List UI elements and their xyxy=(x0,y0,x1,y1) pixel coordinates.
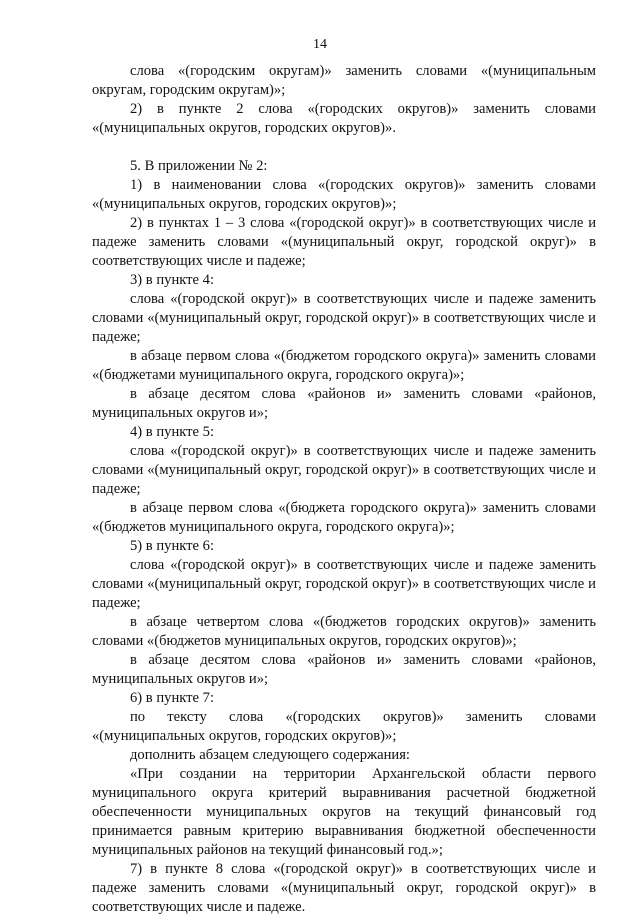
paragraph: 1) в наименовании слова «(городских округов)» заменить словами «(муниципальных округов, городских округов)»; xyxy=(92,177,596,212)
paragraph: слова «(городской округ)» в соответствующих числе и падеже заменить словами «(муниципальный округ, городской округ)» в соответствующих числе и падеже; xyxy=(92,443,596,497)
paragraph: в абзаце первом слова «(бюджетом городского округа)» заменить словами «(бюджетами муниципального округа, городского округа)»; xyxy=(92,348,596,383)
paragraph: 2) в пунктах 1 – 3 слова «(городской округ)» в соответствующих числе и падеже заменить словами «(муниципальный округ, городской округ)» в соответствующих числе и падеже; xyxy=(92,215,596,269)
paragraph: 5) в пункте 6: xyxy=(130,538,215,554)
page-number: 14 xyxy=(313,37,327,52)
paragraph: в абзаце четвертом слова «(бюджетов городских округов)» заменить словами «(бюджетов муниципальных округов, городских округов)»; xyxy=(92,614,596,649)
paragraph: слова «(городской округ)» в соответствующих числе и падеже заменить словами «(муниципальный округ, городской округ)» в соответствующих числе и падеже; xyxy=(92,557,596,611)
paragraph: 3) в пункте 4: xyxy=(130,272,215,288)
paragraph: слова «(городским округам)» заменить словами «(муниципальным округам, городским округам)»; xyxy=(92,63,596,98)
paragraph: дополнить абзацем следующего содержания: xyxy=(130,747,410,763)
paragraph: 5. В приложении № 2: xyxy=(130,158,268,174)
paragraph: 7) в пункте 8 слова «(городской округ)» в соответствующих числе и падеже заменить словами «(муниципальный округ, городской округ)» в соответствующих числе и падеже. xyxy=(92,861,596,915)
paragraph: в абзаце десятом слова «районов и» заменить словами «районов, муниципальных округов и»; xyxy=(92,652,596,687)
paragraph: в абзаце десятом слова «районов и» заменить словами «районов, муниципальных округов и»; xyxy=(92,386,596,421)
paragraph: по тексту слова «(городских округов)» заменить словами «(муниципальных округов, городских округов)»; xyxy=(92,709,596,744)
paragraph: 2) в пункте 2 слова «(городских округов)» заменить словами «(муниципальных округов, городских округов)». xyxy=(92,101,596,136)
paragraph: «При создании на территории Архангельской области первого муниципального округа критерий выравнивания расчетной бюджетной обеспеченности муниципальных округов на текущий финансовый год принимается равным критерию выравнивания бюджетной обеспеченности муниципальных районов на текущий финансовый год.»; xyxy=(92,766,596,858)
paragraph: слова «(городской округ)» в соответствующих числе и падеже заменить словами «(муниципальный округ, городской округ)» в соответствующих числе и падеже; xyxy=(92,291,596,345)
paragraph: 4) в пункте 5: xyxy=(130,424,215,440)
paragraph: в абзаце первом слова «(бюджета городского округа)» заменить словами «(бюджетов муниципального округа, городского округа)»; xyxy=(92,500,596,535)
paragraph-gap xyxy=(92,138,596,157)
document-body xyxy=(92,62,596,917)
paragraph: 6) в пункте 7: xyxy=(130,690,215,706)
